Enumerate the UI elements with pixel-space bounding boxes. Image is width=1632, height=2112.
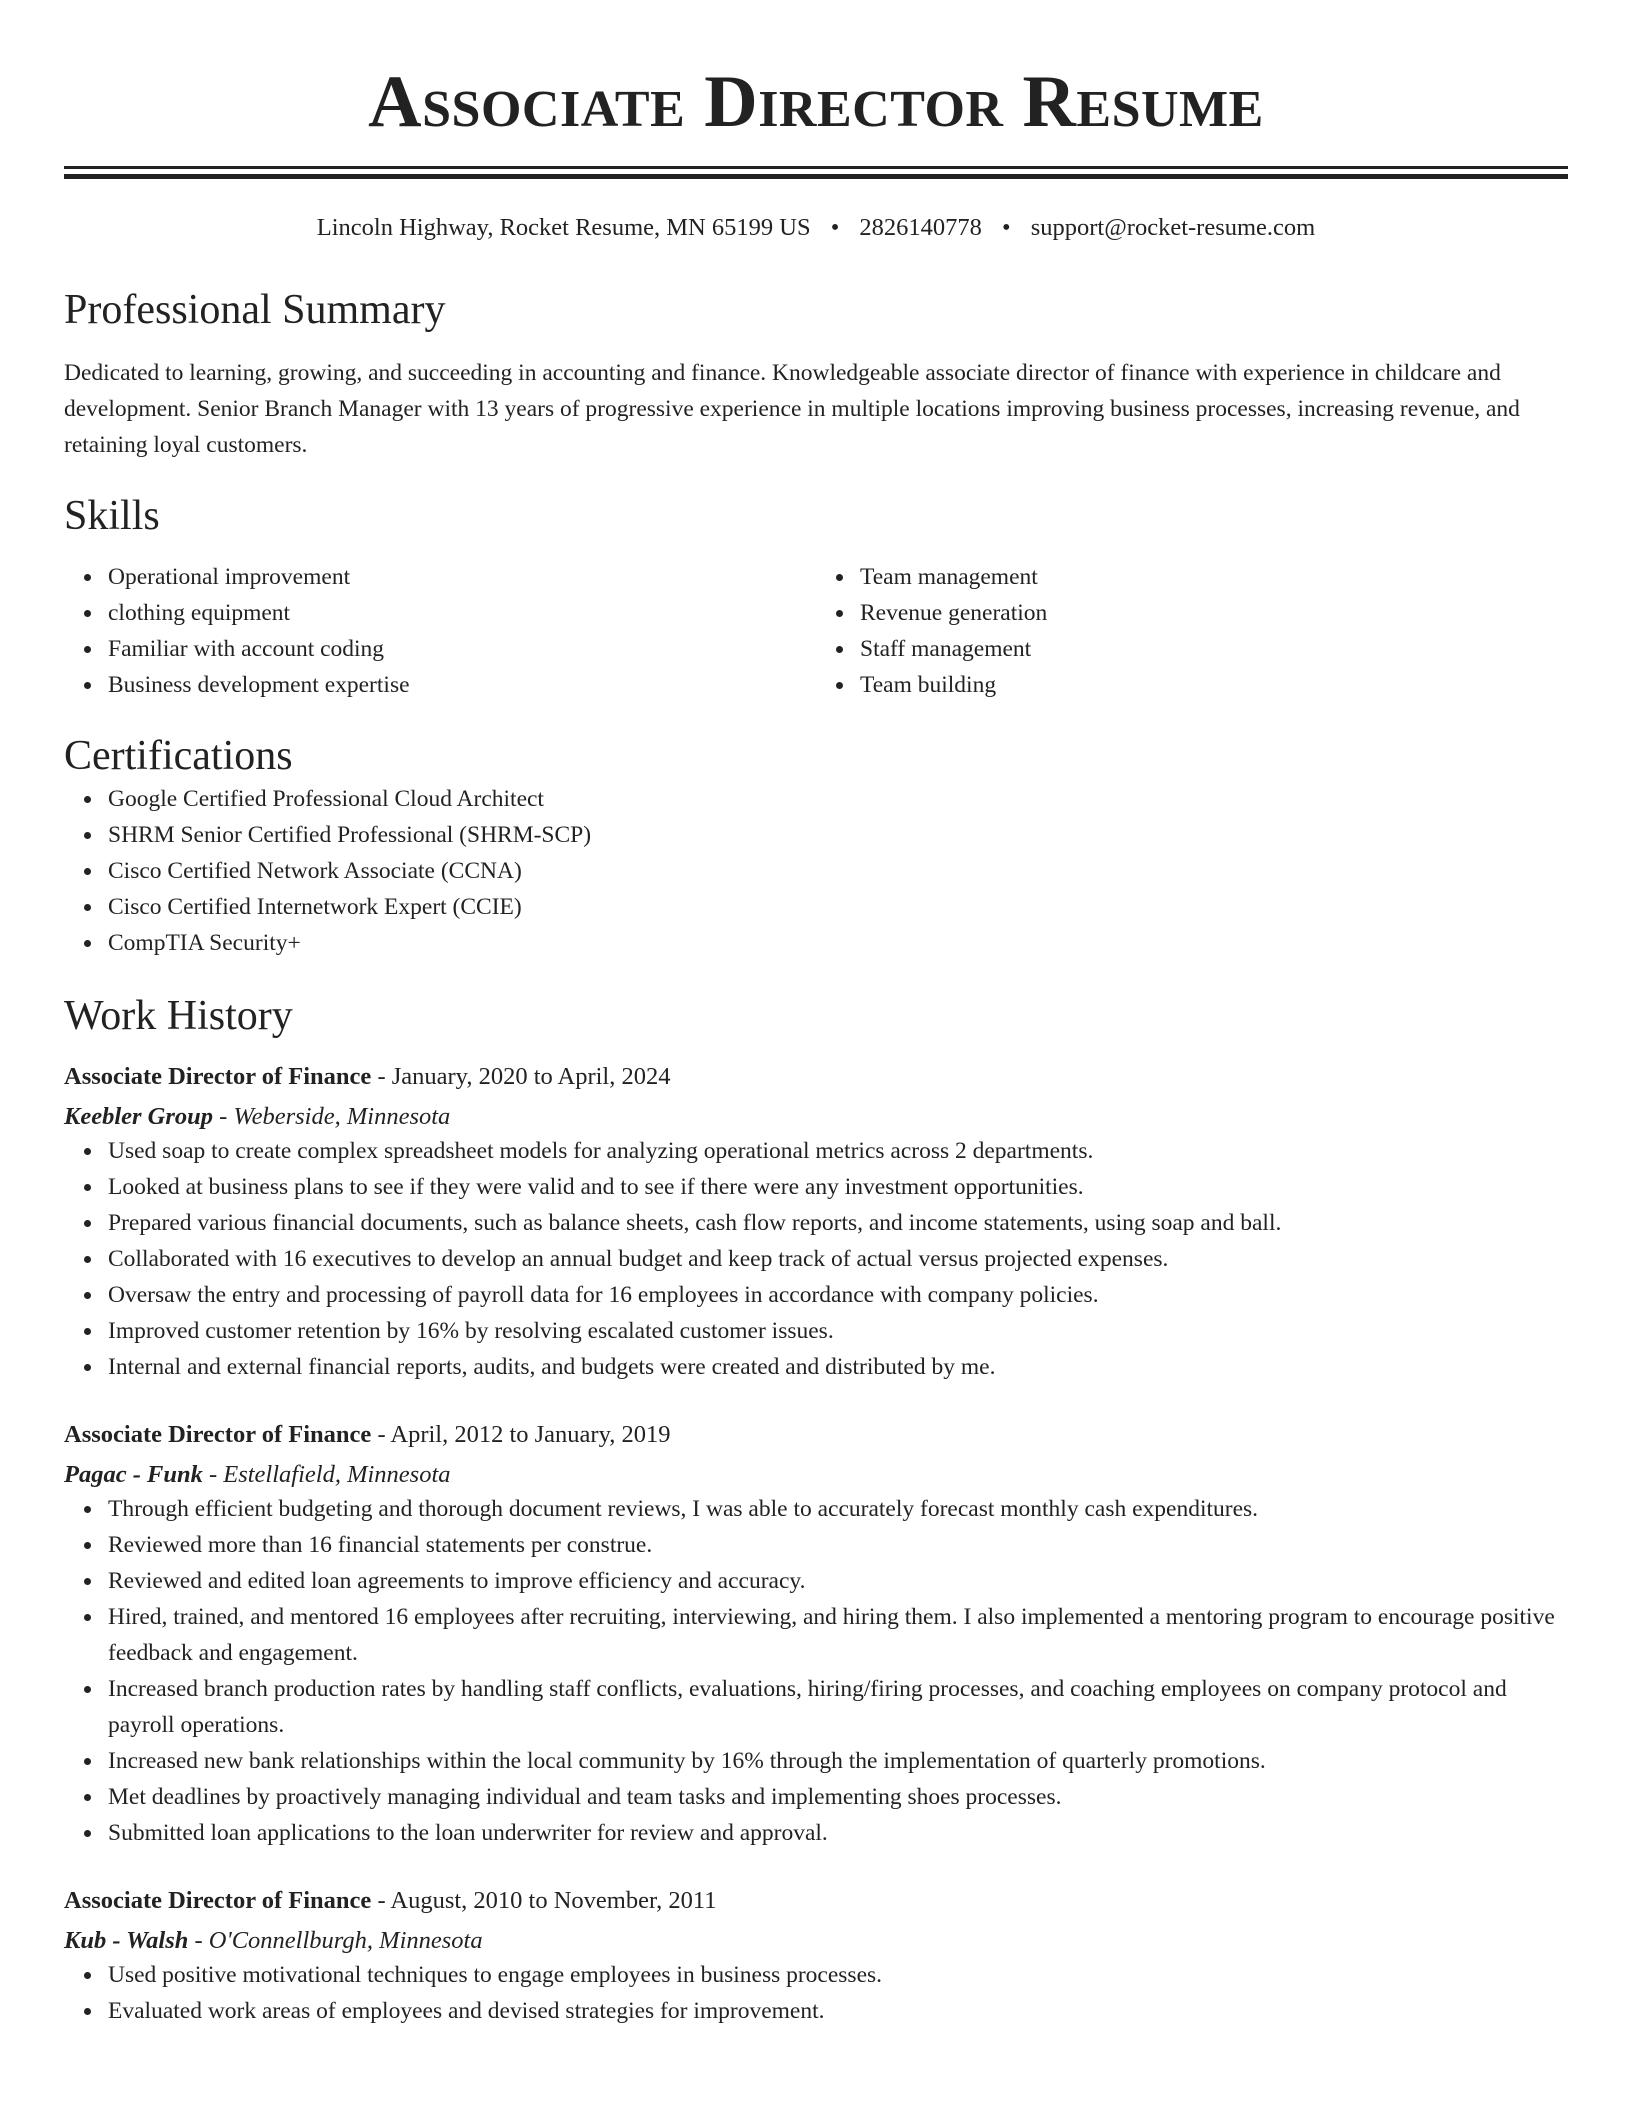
certification-item: Google Certified Professional Cloud Architect bbox=[108, 781, 1568, 817]
skill-item: Operational improvement bbox=[108, 559, 816, 595]
job-bullet: Reviewed more than 16 financial statements per construe. bbox=[108, 1527, 1568, 1563]
skill-item: Team building bbox=[860, 667, 1568, 703]
job-title-line bbox=[64, 1419, 1568, 1451]
skill-item: Business development expertise bbox=[108, 667, 816, 703]
job-bullet: Increased new bank relationships within the local community by 16% through the implementation of quarterly promotions. bbox=[108, 1743, 1568, 1779]
contact-line bbox=[64, 213, 1568, 243]
certifications-list bbox=[64, 781, 1568, 961]
job-bullet: Oversaw the entry and processing of payroll data for 16 employees in accordance with company policies. bbox=[108, 1277, 1568, 1313]
job-bullet: Through efficient budgeting and thorough document reviews, I was able to accurately forecast monthly cash expenditures. bbox=[108, 1491, 1568, 1527]
job-title: Associate Director of Finance bbox=[64, 1421, 372, 1448]
skills-heading: Skills bbox=[64, 493, 160, 539]
contact-separator: • bbox=[830, 214, 840, 241]
job-location: - Estellafield, Minnesota bbox=[202, 1461, 451, 1488]
contact-separator: • bbox=[1002, 214, 1011, 241]
job-bullet: Used soap to create complex spreadsheet models for analyzing operational metrics across 2 departments. bbox=[108, 1133, 1568, 1169]
resume-title: Associate Director Resume bbox=[368, 61, 1264, 143]
job-entry bbox=[64, 1419, 1568, 1851]
job-bullet: Evaluated work areas of employees and devised strategies for improvement. bbox=[108, 1993, 1568, 2029]
skills-columns bbox=[64, 559, 1568, 703]
job-location: - O'Connellburgh, Minnesota bbox=[188, 1927, 483, 1954]
contact-email: support@rocket-resume.com bbox=[1030, 214, 1316, 241]
job-bullet: Used positive motivational techniques to engage employees in business processes. bbox=[108, 1957, 1568, 1993]
job-location: - Weberside, Minnesota bbox=[213, 1103, 451, 1130]
contact-phone: 2826140778 bbox=[859, 214, 982, 241]
summary-text: Dedicated to learning, growing, and succeeding in accounting and finance. Knowledgeable associate director of finance with experience in childcare and development. Senior Branch Manager with 13 years of progressive experience in multiple locations improving business processes, increasing revenue, and retaining loyal customers. bbox=[64, 360, 1520, 458]
contact-address: Lincoln Highway, Rocket Resume, MN 65199 US bbox=[316, 214, 811, 241]
job-bullet: Collaborated with 16 executives to develop an annual budget and keep track of actual versus projected expenses. bbox=[108, 1241, 1568, 1277]
skill-item: Familiar with account coding bbox=[108, 631, 816, 667]
certifications-heading: Certifications bbox=[64, 733, 293, 779]
title-rule-top bbox=[64, 166, 1568, 169]
resume-page bbox=[64, 0, 1568, 2029]
job-company-line bbox=[64, 1925, 1568, 1957]
job-bullet: Improved customer retention by 16% by resolving escalated customer issues. bbox=[108, 1313, 1568, 1349]
job-dates: - January, 2020 to April, 2024 bbox=[371, 1063, 671, 1090]
job-bullet: Submitted loan applications to the loan underwriter for review and approval. bbox=[108, 1815, 1568, 1851]
job-title-line bbox=[64, 1885, 1568, 1917]
summary-heading: Professional Summary bbox=[64, 287, 446, 333]
job-bullet: Reviewed and edited loan agreements to improve efficiency and accuracy. bbox=[108, 1563, 1568, 1599]
job-bullet-list bbox=[64, 1133, 1568, 1385]
job-bullet-list bbox=[64, 1957, 1568, 2029]
job-bullet: Prepared various financial documents, such as balance sheets, cash flow reports, and income statements, using soap and ball. bbox=[108, 1205, 1568, 1241]
work-history-heading: Work History bbox=[64, 993, 293, 1039]
job-title-line bbox=[64, 1061, 1568, 1093]
job-bullet: Increased branch production rates by handling staff conflicts, evaluations, hiring/firing processes, and coaching employees on company protocol and payroll operations. bbox=[108, 1671, 1568, 1743]
skill-item: Revenue generation bbox=[860, 595, 1568, 631]
certification-item: Cisco Certified Internetwork Expert (CCIE) bbox=[108, 889, 1568, 925]
job-dates: - August, 2010 to November, 2011 bbox=[371, 1887, 717, 1914]
skills-right-list bbox=[816, 559, 1568, 703]
job-entry bbox=[64, 1885, 1568, 2029]
skill-item: Staff management bbox=[860, 631, 1568, 667]
job-bullet-list bbox=[64, 1491, 1568, 1851]
title-rule-bottom bbox=[64, 174, 1568, 179]
skills-left-list bbox=[64, 559, 816, 703]
job-bullet: Met deadlines by proactively managing individual and team tasks and implementing shoes processes. bbox=[108, 1779, 1568, 1815]
job-company-line bbox=[64, 1459, 1568, 1491]
job-company: Kub - Walsh bbox=[64, 1927, 189, 1954]
job-bullet: Hired, trained, and mentored 16 employees after recruiting, interviewing, and hiring them. I also implemented a mentoring program to encourage positive feedback and engagement. bbox=[108, 1599, 1568, 1671]
job-bullet: Looked at business plans to see if they were valid and to see if there were any investment opportunities. bbox=[108, 1169, 1568, 1205]
job-title: Associate Director of Finance bbox=[64, 1063, 372, 1090]
job-bullet: Internal and external financial reports, audits, and budgets were created and distributed by me. bbox=[108, 1349, 1568, 1385]
certification-item: CompTIA Security+ bbox=[108, 925, 1568, 961]
certification-item: SHRM Senior Certified Professional (SHRM-SCP) bbox=[108, 817, 1568, 853]
skill-item: clothing equipment bbox=[108, 595, 816, 631]
job-company-line bbox=[64, 1101, 1568, 1133]
job-company: Keebler Group bbox=[64, 1103, 214, 1130]
skill-item: Team management bbox=[860, 559, 1568, 595]
job-entry bbox=[64, 1061, 1568, 1385]
job-dates: - April, 2012 to January, 2019 bbox=[371, 1421, 671, 1448]
job-company: Pagac - Funk bbox=[64, 1461, 203, 1488]
certification-item: Cisco Certified Network Associate (CCNA) bbox=[108, 853, 1568, 889]
job-title: Associate Director of Finance bbox=[64, 1887, 372, 1914]
